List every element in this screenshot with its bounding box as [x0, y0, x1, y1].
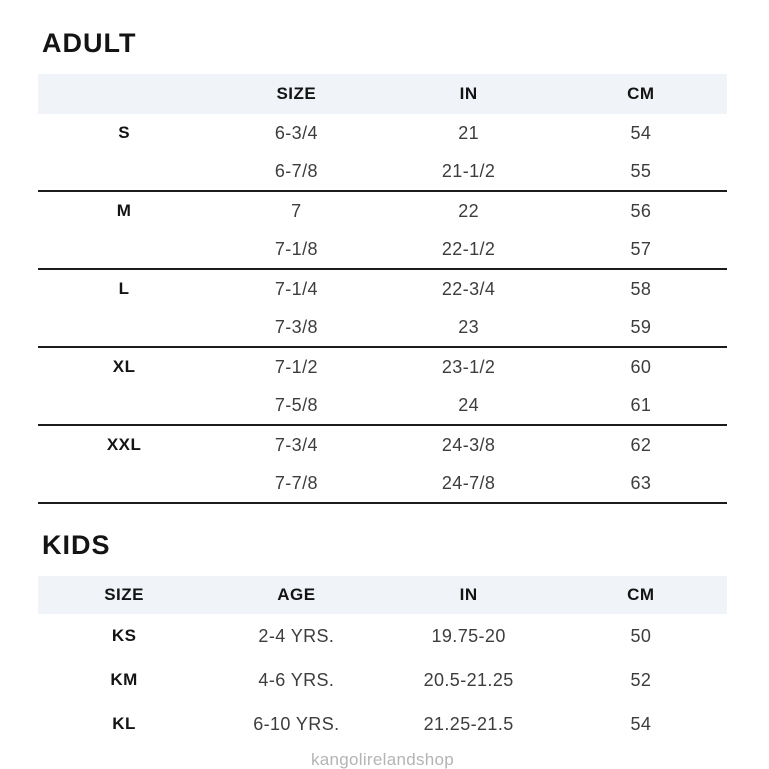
size-group-xl — [38, 348, 727, 426]
cm-value: 61 — [630, 394, 652, 415]
size-label: KS — [111, 626, 137, 645]
size-value: 7-3/4 — [274, 434, 318, 455]
cm-value: 62 — [630, 434, 652, 455]
in-value: 22-3/4 — [441, 278, 496, 299]
in-value: 19.75-20 — [431, 625, 506, 646]
table-row — [38, 614, 727, 658]
adult-section-title: ADULT — [42, 28, 137, 58]
size-value: 6-3/4 — [274, 122, 318, 143]
size-group-xxl — [38, 426, 727, 504]
in-value: 23-1/2 — [441, 356, 496, 377]
in-value: 22 — [458, 200, 480, 221]
in-value: 22-1/2 — [441, 238, 496, 259]
size-group-l — [38, 270, 727, 348]
cm-value: 56 — [630, 200, 652, 221]
cm-value: 54 — [630, 122, 652, 143]
size-label: XL — [112, 357, 136, 376]
size-value: 7-1/2 — [274, 356, 318, 377]
in-value: 23 — [458, 316, 480, 337]
size-label: L — [118, 279, 130, 298]
size-value: 7 — [291, 200, 302, 221]
column-header-cm: CM — [627, 585, 655, 604]
table-row — [38, 230, 727, 268]
in-value: 24-7/8 — [441, 472, 496, 493]
table-row — [38, 658, 727, 702]
kids-size-table — [38, 576, 727, 746]
column-header-size: SIZE — [276, 84, 317, 103]
in-value: 21.25-21.5 — [423, 713, 514, 734]
table-row — [38, 152, 727, 190]
adult-table-header-row — [38, 74, 727, 114]
cm-value: 50 — [630, 625, 652, 646]
size-value: 7-1/4 — [274, 278, 318, 299]
in-value: 21-1/2 — [441, 160, 496, 181]
table-row — [38, 464, 727, 502]
age-value: 4-6 YRS. — [258, 669, 335, 690]
size-value: 7-3/8 — [274, 316, 318, 337]
cm-value: 52 — [630, 669, 652, 690]
size-label: M — [116, 201, 132, 220]
cm-value: 60 — [630, 356, 652, 377]
watermark: kangolirelandshop — [310, 750, 455, 769]
age-value: 6-10 YRS. — [253, 713, 340, 734]
cm-value: 58 — [630, 278, 652, 299]
kids-section-title: KIDS — [42, 530, 111, 560]
in-value: 20.5-21.25 — [423, 669, 514, 690]
column-header-cm: CM — [627, 84, 655, 103]
table-row — [38, 308, 727, 346]
table-row — [38, 114, 727, 152]
size-group-s — [38, 114, 727, 192]
size-label: S — [118, 123, 131, 142]
cm-value: 59 — [630, 316, 652, 337]
size-value: 7-5/8 — [274, 394, 318, 415]
cm-value: 55 — [630, 160, 652, 181]
cm-value: 54 — [630, 713, 652, 734]
table-row — [38, 702, 727, 746]
table-row — [38, 270, 727, 308]
column-header-in: IN — [459, 84, 478, 103]
kids-section — [38, 530, 727, 746]
size-label: KL — [112, 714, 136, 733]
size-label: KM — [110, 670, 138, 689]
age-value: 2-4 YRS. — [258, 625, 335, 646]
size-value: 7-1/8 — [274, 238, 318, 259]
column-header-size: SIZE — [104, 585, 145, 604]
in-value: 24 — [458, 394, 480, 415]
table-row — [38, 348, 727, 386]
table-row — [38, 426, 727, 464]
column-header-age: AGE — [277, 585, 316, 604]
in-value: 24-3/8 — [441, 434, 496, 455]
adult-size-table — [38, 74, 727, 504]
column-header-in: IN — [459, 585, 478, 604]
table-row — [38, 192, 727, 230]
size-group-m — [38, 192, 727, 270]
size-value: 6-7/8 — [274, 160, 318, 181]
adult-section — [38, 28, 727, 504]
in-value: 21 — [458, 122, 480, 143]
size-value: 7-7/8 — [274, 472, 318, 493]
kids-table-header-row — [38, 576, 727, 614]
table-row — [38, 386, 727, 424]
cm-value: 57 — [630, 238, 652, 259]
cm-value: 63 — [630, 472, 652, 493]
size-label: XXL — [106, 435, 142, 454]
